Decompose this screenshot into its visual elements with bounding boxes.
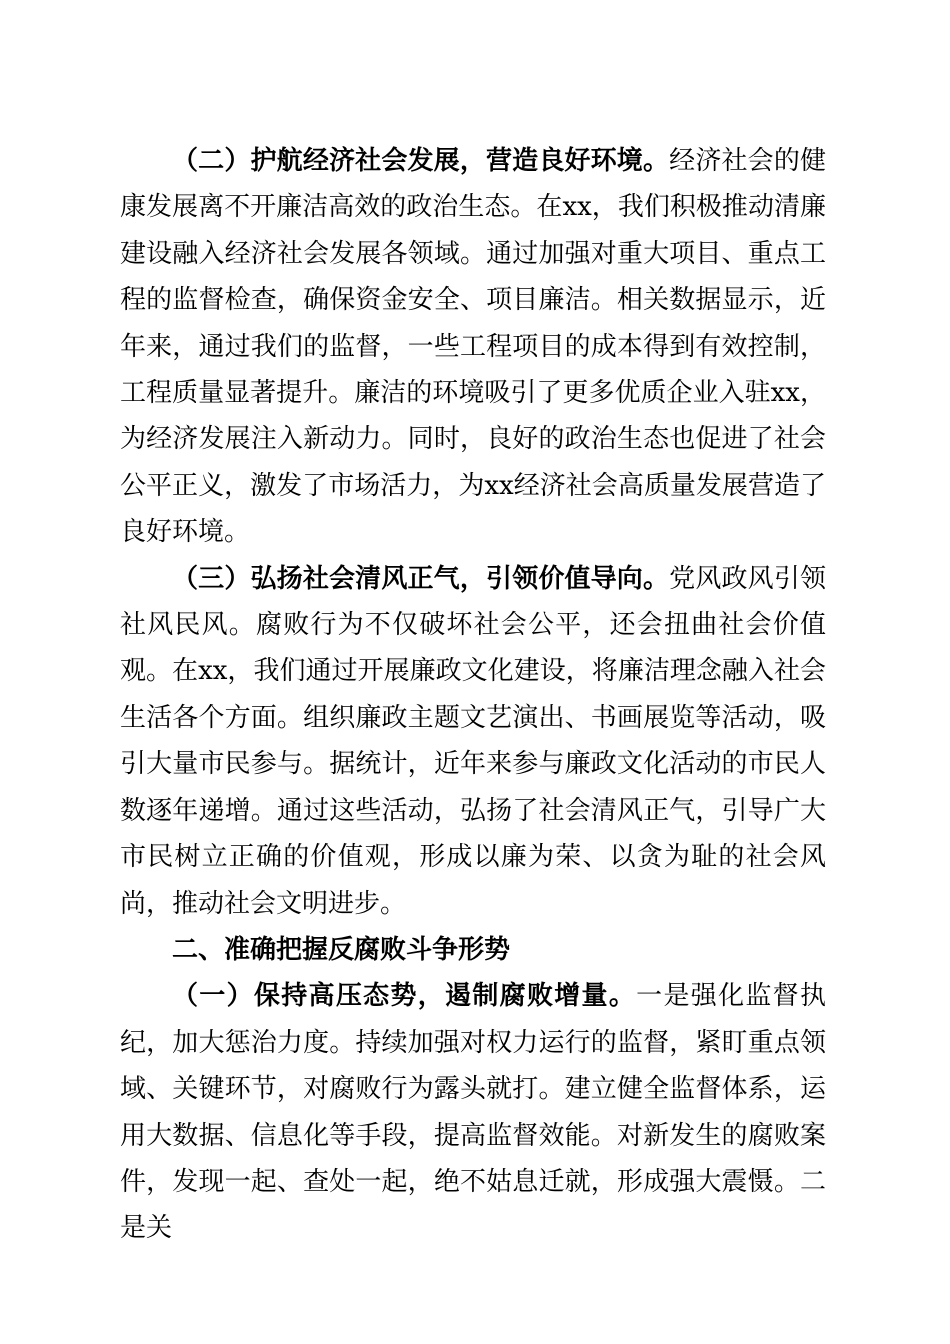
- paragraph-lead: （三）弘扬社会清风正气，引领价值导向。: [172, 563, 670, 594]
- paragraph-social-ethos: [120, 556, 826, 927]
- paragraph-text: 经济社会的健康发展离不开廉洁高效的政治生态。在xx，我们积极推动清廉建设融入经济社会发展各领域。通过加强对重大项目、重点工程的监督检查，确保资金安全、项目廉洁。相关数据显示，近年来，通过我们的监督，一些工程项目的成本得到有效控制，工程质量显著提升。廉洁的环境吸引了更多优质企业入驻xx，为经济发展注入新动力。同时，良好的政治生态也促进了社会公平正义，激发了市场活力，为xx经济社会高质量发展营造了良好环境。: [120, 146, 826, 548]
- paragraph-lead: （一）保持高压态势，遏制腐败增量。: [172, 981, 637, 1012]
- paragraph-economic-development: [120, 138, 826, 556]
- section-heading: 二、准确把握反腐败斗争形势: [172, 934, 511, 965]
- paragraph-text: 一是强化监督执纪，加大惩治力度。持续加强对权力运行的监督，紧盯重点领域、关键环节，对腐败行为露头就打。建立健全监督体系，运用大数据、信息化等手段，提高监督效能。对新发生的腐败案件，发现一起、查处一起，绝不姑息迁就，形成强大震慑。二是关: [120, 981, 826, 1244]
- paragraph-text: 党风政风引领社风民风。腐败行为不仅破坏社会公平，还会扭曲社会价值观。在xx，我们通过开展廉政文化建设，将廉洁理念融入社会生活各个方面。组织廉政主题文艺演出、书画展览等活动，吸引大量市民参与。据统计，近年来参与廉政文化活动的市民人数逐年递增。通过这些活动，弘扬了社会清风正气，引导广大市民树立正确的价值观，形成以廉为荣、以贪为耻的社会风尚，推动社会文明进步。: [120, 563, 826, 919]
- document-body: [120, 138, 826, 1252]
- paragraph-high-pressure: [120, 973, 826, 1251]
- paragraph-lead: （二）护航经济社会发展，营造良好环境。: [172, 146, 670, 176]
